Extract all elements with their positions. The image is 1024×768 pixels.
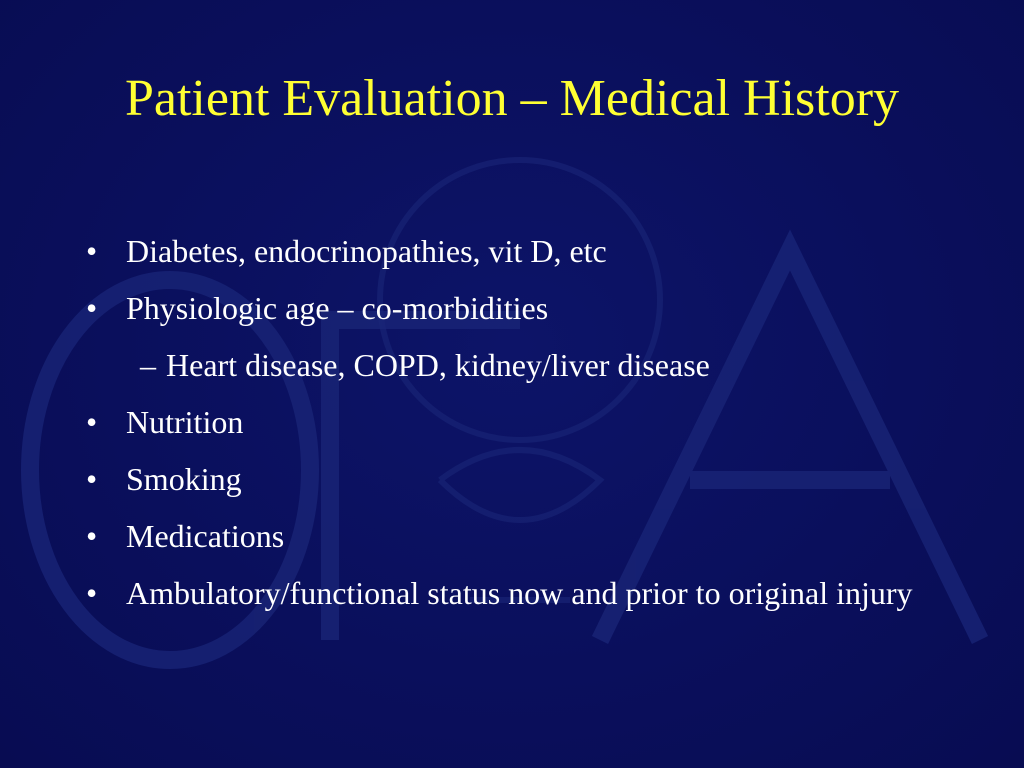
bullet-text: Physiologic age – co-morbidities	[126, 290, 549, 326]
bullet-item	[86, 460, 946, 498]
bullet-text: Nutrition	[126, 404, 244, 440]
bullet-marker-icon: •	[86, 404, 98, 440]
bullet-list	[86, 232, 946, 631]
dash-marker-icon: –	[140, 347, 156, 383]
bullet-text: Diabetes, endocrinopathies, vit D, etc	[126, 233, 607, 269]
bullet-marker-icon: •	[86, 575, 98, 611]
bullet-marker-icon: •	[86, 461, 98, 497]
bullet-text: Heart disease, COPD, kidney/liver disease	[166, 347, 710, 383]
bullet-marker-icon: •	[86, 518, 98, 554]
bullet-text: Smoking	[126, 461, 242, 497]
bullet-item	[86, 517, 946, 555]
bullet-item	[86, 232, 946, 270]
slide-title: Patient Evaluation – Medical History	[124, 70, 900, 127]
bullet-text: Ambulatory/functional status now and prior to original injury	[126, 575, 913, 611]
bullet-item	[86, 574, 946, 612]
bullet-marker-icon: •	[86, 290, 98, 326]
bullet-text: Medications	[126, 518, 285, 554]
sub-bullet-item	[86, 346, 946, 384]
bullet-marker-icon: •	[86, 233, 98, 269]
bullet-item	[86, 403, 946, 441]
bullet-item	[86, 289, 946, 327]
